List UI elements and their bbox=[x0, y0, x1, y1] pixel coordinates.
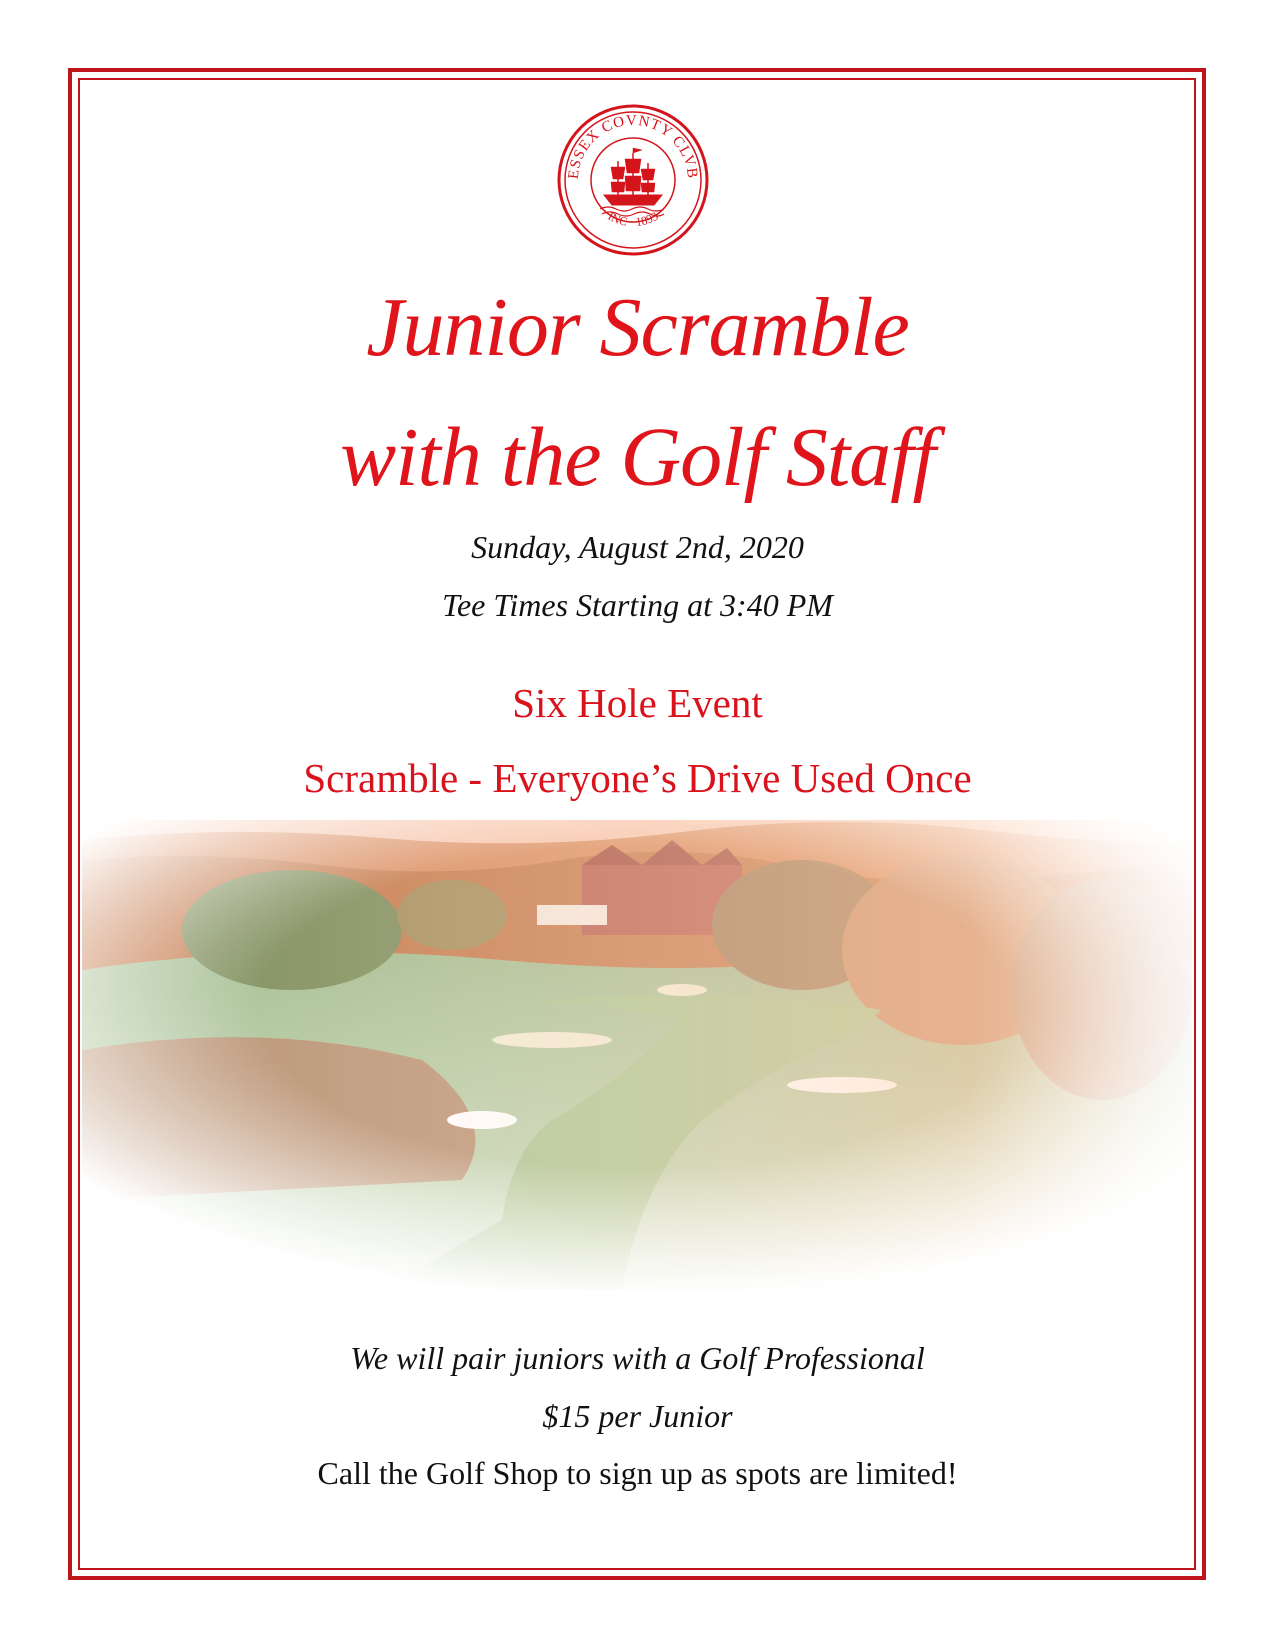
event-title-line-2: with the Golf Staff bbox=[340, 411, 935, 504]
golf-course-photo bbox=[82, 820, 1192, 1290]
svg-text:ESSEX COVNTY CLVB: ESSEX COVNTY CLVB bbox=[565, 112, 701, 180]
club-seal-logo bbox=[556, 103, 710, 257]
tee-times: Tee Times Starting at 3:40 PM bbox=[442, 587, 833, 623]
event-format: Six Hole Event bbox=[512, 680, 763, 726]
svg-text:INC · 1893: INC · 1893 bbox=[605, 208, 661, 230]
price-note: $15 per Junior bbox=[542, 1398, 733, 1434]
event-date: Sunday, August 2nd, 2020 bbox=[471, 529, 804, 565]
event-rules: Scramble - Everyone’s Drive Used Once bbox=[303, 755, 972, 801]
event-title-line-1: Junior Scramble bbox=[366, 281, 909, 374]
pairing-note: We will pair juniors with a Golf Professional bbox=[350, 1340, 925, 1376]
signup-note: Call the Golf Shop to sign up as spots are limited! bbox=[317, 1455, 958, 1491]
